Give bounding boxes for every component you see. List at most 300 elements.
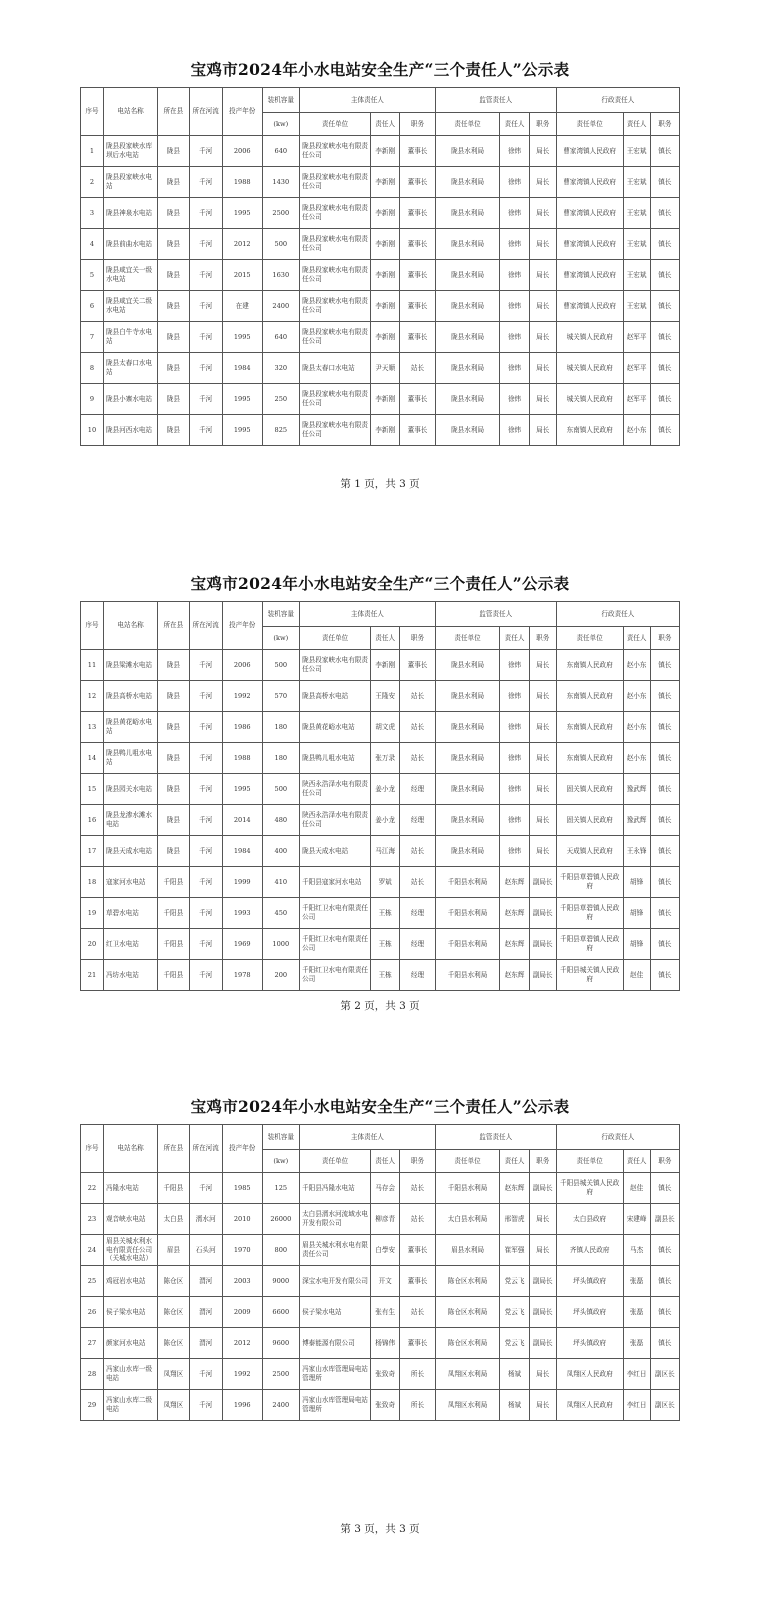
- table-cell: 豫武辉: [623, 805, 650, 836]
- table-cell: 2400: [262, 1390, 300, 1421]
- table-cell: 太白县水利局: [435, 1204, 500, 1235]
- table-cell: 9: [81, 384, 104, 415]
- table-cell: 500: [262, 774, 300, 805]
- table-cell: 陇县黄花峪水电站: [103, 712, 157, 743]
- table-cell: 陇县段家峡水电有限责任公司: [300, 167, 371, 198]
- table-cell: 徐炜: [500, 229, 529, 260]
- table-cell: 1978: [222, 960, 262, 991]
- table-cell: 陇县: [158, 836, 189, 867]
- table-cell: 赵东辉: [500, 1173, 529, 1204]
- table-cell: 王宏斌: [623, 229, 650, 260]
- table-cell: 站长: [400, 712, 435, 743]
- table-cell: 2012: [222, 229, 262, 260]
- table-cell: 副局长: [529, 1297, 556, 1328]
- table-cell: 石头河: [189, 1235, 222, 1266]
- table-cell: 徐炜: [500, 198, 529, 229]
- table-cell: 2015: [222, 260, 262, 291]
- table-cell: 柳彦青: [371, 1204, 400, 1235]
- table-cell: 太白县湑水河流域水电开发有限公司: [300, 1204, 371, 1235]
- table-cell: 陇县高桥水电站: [300, 681, 371, 712]
- table-cell: 王宏斌: [623, 167, 650, 198]
- table-cell: 千河: [189, 929, 222, 960]
- table-cell: 450: [262, 898, 300, 929]
- header-unit: 责任单位: [556, 1150, 623, 1173]
- table-row: [81, 960, 680, 991]
- table-cell: 凤翔区水利局: [435, 1390, 500, 1421]
- table-cell: 千阳县城关镇人民政府: [556, 960, 623, 991]
- table-cell: 胡锋: [623, 867, 650, 898]
- table-cell: 陇县龙渗水滩水电站: [103, 805, 157, 836]
- table-cell: 曹家湾镇人民政府: [556, 167, 623, 198]
- table-cell: 千河: [189, 805, 222, 836]
- table-cell: 镇长: [650, 167, 679, 198]
- table-cell: 局长: [529, 774, 556, 805]
- table-cell: 局长: [529, 136, 556, 167]
- table-cell: 局长: [529, 836, 556, 867]
- table-cell: 千河: [189, 353, 222, 384]
- table-row: [81, 353, 680, 384]
- table-cell: 副局长: [529, 960, 556, 991]
- table-row: [81, 1266, 680, 1297]
- table-cell: 局长: [529, 260, 556, 291]
- table-cell: 陇县: [158, 681, 189, 712]
- table-cell: 陇县水利局: [435, 198, 500, 229]
- table-cell: 千阳县: [158, 1173, 189, 1204]
- table-cell: 豫武辉: [623, 774, 650, 805]
- page-title: 宝鸡市2024年小水电站安全生产“三个责任人”公示表: [190, 1097, 570, 1116]
- table-cell: 千阳县草碧镇人民政府: [556, 867, 623, 898]
- header-row-1: [81, 602, 680, 627]
- table-cell: 邢智虎: [500, 1204, 529, 1235]
- table-row: [81, 650, 680, 681]
- table-cell: 陇县水利局: [435, 229, 500, 260]
- table-cell: 徐炜: [500, 415, 529, 446]
- table-cell: 经理: [400, 898, 435, 929]
- table-cell: 陇县水利局: [435, 167, 500, 198]
- table-cell: 董事长: [400, 260, 435, 291]
- table-cell: 1: [81, 136, 104, 167]
- table-cell: 副局长: [529, 1328, 556, 1359]
- table-cell: 陇县水利局: [435, 384, 500, 415]
- table-cell: 李新刚: [371, 260, 400, 291]
- table-cell: 站长: [400, 681, 435, 712]
- table-cell: 李新刚: [371, 198, 400, 229]
- table-cell: 9000: [262, 1266, 300, 1297]
- table-cell: 局长: [529, 1235, 556, 1266]
- table-cell: 曹家湾镇人民政府: [556, 136, 623, 167]
- table-row: [81, 291, 680, 322]
- table-cell: 1995: [222, 774, 262, 805]
- table-cell: 8: [81, 353, 104, 384]
- table-cell: 千阳红卫水电有限责任公司: [300, 960, 371, 991]
- table-cell: 经理: [400, 774, 435, 805]
- table-cell: 太白县政府: [556, 1204, 623, 1235]
- table-cell: 千阳县草碧镇人民政府: [556, 898, 623, 929]
- table-cell: 千阳县水利局: [435, 898, 500, 929]
- table-cell: 千河: [189, 898, 222, 929]
- table-cell: 齐镇人民政府: [556, 1235, 623, 1266]
- table-cell: 1992: [222, 681, 262, 712]
- table-cell: 经理: [400, 805, 435, 836]
- table-cell: 陇县鸭儿咀水电站: [300, 743, 371, 774]
- page-title: 宝鸡市2024年小水电站安全生产“三个责任人”公示表: [190, 574, 570, 593]
- table-cell: 千阳县城关镇人民政府: [556, 1173, 623, 1204]
- table-cell: 陇县水利局: [435, 743, 500, 774]
- table-cell: 千河: [189, 415, 222, 446]
- table-cell: 陕西永浩泽水电有限责任公司: [300, 805, 371, 836]
- table-cell: 28: [81, 1359, 104, 1390]
- table-cell: 镇长: [650, 867, 679, 898]
- table-cell: 凤翔区: [158, 1359, 189, 1390]
- table-cell: 陇县前曲水电站: [103, 229, 157, 260]
- table-cell: 马杰: [623, 1235, 650, 1266]
- table-cell: 侯子梁水电站: [300, 1297, 371, 1328]
- table-cell: 曹家湾镇人民政府: [556, 260, 623, 291]
- table-cell: 张致奇: [371, 1390, 400, 1421]
- table-cell: 5: [81, 260, 104, 291]
- table-cell: 局长: [529, 322, 556, 353]
- table-cell: 杨斌: [500, 1390, 529, 1421]
- table-cell: 胡锋: [623, 929, 650, 960]
- table-cell: 20: [81, 929, 104, 960]
- header-unit: 责任单位: [300, 627, 371, 650]
- table-cell: 陇县园关水电站: [103, 774, 157, 805]
- table-cell: 2500: [262, 1359, 300, 1390]
- table-cell: 千河: [189, 774, 222, 805]
- table-cell: 陇县鸭儿咀水电站: [103, 743, 157, 774]
- table-row: [81, 681, 680, 712]
- table-cell: 胡锋: [623, 898, 650, 929]
- table-cell: 陇县水利局: [435, 712, 500, 743]
- table-cell: 徐炜: [500, 353, 529, 384]
- header-position: 职务: [529, 627, 556, 650]
- table-cell: 王隆安: [371, 681, 400, 712]
- table-cell: 站长: [400, 1204, 435, 1235]
- table-cell: 千河: [189, 681, 222, 712]
- table-cell: 陇县水利局: [435, 136, 500, 167]
- table-cell: 王宏斌: [623, 136, 650, 167]
- table-cell: 镇长: [650, 415, 679, 446]
- table-cell: 张有生: [371, 1297, 400, 1328]
- table-row: [81, 136, 680, 167]
- table-cell: 颜家河水电站: [103, 1328, 157, 1359]
- table-cell: 局长: [529, 353, 556, 384]
- table-cell: 500: [262, 650, 300, 681]
- table-cell: 张磊: [623, 1297, 650, 1328]
- table-cell: 张致奇: [371, 1359, 400, 1390]
- header-year: 投产年份: [222, 602, 262, 650]
- header-person: 责任人: [623, 627, 650, 650]
- header-admin-responsible: 行政责任人: [556, 602, 679, 627]
- table-cell: 坪头镇政府: [556, 1297, 623, 1328]
- table-cell: 陇县咸宜关一级水电站: [103, 260, 157, 291]
- table-cell: 赵军平: [623, 384, 650, 415]
- table-cell: 陇县: [158, 229, 189, 260]
- table-cell: 副局长: [529, 1266, 556, 1297]
- table-cell: 局长: [529, 650, 556, 681]
- table-cell: 白學安: [371, 1235, 400, 1266]
- header-position: 职务: [529, 113, 556, 136]
- table-cell: 陇县: [158, 774, 189, 805]
- table-row: [81, 929, 680, 960]
- table-cell: 1992: [222, 1359, 262, 1390]
- table-cell: 坪头镇政府: [556, 1266, 623, 1297]
- table-cell: 千河: [189, 836, 222, 867]
- table-cell: 副区长: [650, 1390, 679, 1421]
- table-cell: 副局长: [529, 867, 556, 898]
- table-cell: 局长: [529, 229, 556, 260]
- table-cell: 千阳县: [158, 960, 189, 991]
- table-cell: 陇县太春口水电站: [300, 353, 371, 384]
- table-cell: 千河: [189, 650, 222, 681]
- table-cell: 陇县白牛寺水电站: [103, 322, 157, 353]
- table-cell: 镇长: [650, 960, 679, 991]
- table-cell: 陇县段家峡水电有限责任公司: [300, 384, 371, 415]
- table-cell: 李新刚: [371, 167, 400, 198]
- table-cell: 局长: [529, 1204, 556, 1235]
- table-cell: 640: [262, 136, 300, 167]
- header-unit: 责任单位: [300, 1150, 371, 1173]
- table-cell: 局长: [529, 384, 556, 415]
- table-cell: 董事长: [400, 322, 435, 353]
- table-row: [81, 1359, 680, 1390]
- table-cell: 站长: [400, 1297, 435, 1328]
- header-river: 所在河流: [189, 602, 222, 650]
- table-cell: 鸡冠岩水电站: [103, 1266, 157, 1297]
- table-cell: 徐炜: [500, 136, 529, 167]
- table-cell: 1970: [222, 1235, 262, 1266]
- table-cell: 赵东辉: [500, 867, 529, 898]
- table-row: [81, 805, 680, 836]
- table-cell: 曹家湾镇人民政府: [556, 291, 623, 322]
- header-supervision-responsible: 监管责任人: [435, 88, 556, 113]
- table-cell: 陕西永浩泽水电有限责任公司: [300, 774, 371, 805]
- header-station: 电站名称: [103, 88, 157, 136]
- table-cell: 李新刚: [371, 229, 400, 260]
- table-row: [81, 1390, 680, 1421]
- header-seq: 序号: [81, 1125, 104, 1173]
- table-cell: 9600: [262, 1328, 300, 1359]
- table-cell: 千河: [189, 198, 222, 229]
- table-cell: 陇县: [158, 198, 189, 229]
- table-cell: 赵东辉: [500, 929, 529, 960]
- table-cell: 镇长: [650, 681, 679, 712]
- table-cell: 陇县水利局: [435, 650, 500, 681]
- table-cell: 1988: [222, 167, 262, 198]
- responsibility-table: [80, 1124, 680, 1421]
- table-cell: 陇县段家峡水电有限责任公司: [300, 136, 371, 167]
- table-cell: 曹家湾镇人民政府: [556, 229, 623, 260]
- header-person: 责任人: [371, 113, 400, 136]
- table-cell: 23: [81, 1204, 104, 1235]
- table-cell: 宋建峰: [623, 1204, 650, 1235]
- table-cell: 杨锦伟: [371, 1328, 400, 1359]
- table-cell: 410: [262, 867, 300, 898]
- table-cell: 张磊: [623, 1266, 650, 1297]
- table-cell: 冯家山水库管理局电站管理所: [300, 1390, 371, 1421]
- table-cell: 千河: [189, 136, 222, 167]
- table-cell: 25: [81, 1266, 104, 1297]
- table-cell: 张磊: [623, 1328, 650, 1359]
- table-cell: 陇县: [158, 291, 189, 322]
- table-cell: 陇县段家峡水电有限责任公司: [300, 260, 371, 291]
- table-cell: 镇长: [650, 260, 679, 291]
- table-cell: 李新刚: [371, 384, 400, 415]
- table-cell: 党云飞: [500, 1297, 529, 1328]
- table-cell: 党云飞: [500, 1328, 529, 1359]
- header-capacity-unit: (kw): [262, 1150, 300, 1173]
- table-cell: 17: [81, 836, 104, 867]
- header-county: 所在县: [158, 1125, 189, 1173]
- table-row: [81, 898, 680, 929]
- table-cell: 徐炜: [500, 774, 529, 805]
- table-cell: 200: [262, 960, 300, 991]
- table-cell: 马江海: [371, 836, 400, 867]
- table-cell: 凤翔区人民政府: [556, 1390, 623, 1421]
- table-cell: 21: [81, 960, 104, 991]
- table-cell: 陇县: [158, 805, 189, 836]
- table-cell: 站长: [400, 743, 435, 774]
- table-cell: 董事长: [400, 1266, 435, 1297]
- table-cell: 陇县段家峡水电有限责任公司: [300, 650, 371, 681]
- header-row-1: [81, 88, 680, 113]
- table-cell: 赵佳: [623, 1173, 650, 1204]
- header-county: 所在县: [158, 602, 189, 650]
- table-cell: 站长: [400, 1173, 435, 1204]
- table-cell: 14: [81, 743, 104, 774]
- table-cell: 镇长: [650, 650, 679, 681]
- table-cell: 2010: [222, 1204, 262, 1235]
- table-cell: 徐炜: [500, 805, 529, 836]
- table-cell: 陇县: [158, 743, 189, 774]
- table-cell: 徐炜: [500, 167, 529, 198]
- table-cell: 陇县段家峡水库坝后水电站: [103, 136, 157, 167]
- table-cell: 陈仓区水利局: [435, 1266, 500, 1297]
- table-cell: 姜小龙: [371, 805, 400, 836]
- table-cell: 陇县段家峡水电有限责任公司: [300, 291, 371, 322]
- header-unit: 责任单位: [435, 113, 500, 136]
- table-cell: 湑水河: [189, 1204, 222, 1235]
- table-cell: 赵小东: [623, 650, 650, 681]
- table-cell: 镇长: [650, 898, 679, 929]
- table-cell: 董事长: [400, 1328, 435, 1359]
- table-cell: 陇县水利局: [435, 805, 500, 836]
- table-cell: 局长: [529, 805, 556, 836]
- table-cell: 固关镇人民政府: [556, 805, 623, 836]
- table-cell: 19: [81, 898, 104, 929]
- table-cell: 400: [262, 836, 300, 867]
- table-cell: 冯坊水电站: [103, 960, 157, 991]
- table-cell: 固关镇人民政府: [556, 774, 623, 805]
- table-cell: 陇县: [158, 260, 189, 291]
- table-cell: 2400: [262, 291, 300, 322]
- table-cell: 陈仓区水利局: [435, 1297, 500, 1328]
- table-cell: 局长: [529, 198, 556, 229]
- table-cell: 开文: [371, 1266, 400, 1297]
- responsibility-table: [80, 601, 680, 991]
- table-cell: 千河: [189, 322, 222, 353]
- table-cell: 千阳县水利局: [435, 867, 500, 898]
- table-cell: 陇县水利局: [435, 415, 500, 446]
- table-cell: 24: [81, 1235, 104, 1266]
- table-cell: 千阳县水利局: [435, 960, 500, 991]
- table-cell: 800: [262, 1235, 300, 1266]
- page-footer: 第 3 页，共 3 页: [340, 1523, 420, 1535]
- table-cell: 12: [81, 681, 104, 712]
- table-cell: 局长: [529, 743, 556, 774]
- table-cell: 千河: [189, 712, 222, 743]
- table-cell: 825: [262, 415, 300, 446]
- header-position: 职务: [650, 627, 679, 650]
- page-title: 宝鸡市2024年小水电站安全生产“三个责任人”公示表: [190, 60, 570, 79]
- table-cell: 3: [81, 198, 104, 229]
- header-position: 职务: [650, 1150, 679, 1173]
- table-cell: 480: [262, 805, 300, 836]
- table-cell: 局长: [529, 681, 556, 712]
- table-cell: 千阳县水利局: [435, 929, 500, 960]
- table-row: [81, 1235, 680, 1266]
- table-cell: 镇长: [650, 136, 679, 167]
- header-person: 责任人: [500, 113, 529, 136]
- table-cell: 李新刚: [371, 136, 400, 167]
- page-footer: 第 2 页，共 3 页: [340, 1000, 420, 1012]
- table-cell: 26: [81, 1297, 104, 1328]
- table-cell: 11: [81, 650, 104, 681]
- table-cell: 陇县水利局: [435, 774, 500, 805]
- table-cell: 渭河: [189, 1297, 222, 1328]
- table-cell: 千河: [189, 260, 222, 291]
- table-cell: 局长: [529, 712, 556, 743]
- table-cell: 罗斌: [371, 867, 400, 898]
- table-cell: 1984: [222, 353, 262, 384]
- table-cell: 千阳县: [158, 898, 189, 929]
- table-row: [81, 415, 680, 446]
- table-cell: 1996: [222, 1390, 262, 1421]
- table-cell: 眉县水利局: [435, 1235, 500, 1266]
- table-cell: 千阳红卫水电有限责任公司: [300, 929, 371, 960]
- table-cell: 陇县段家峡水电站: [103, 167, 157, 198]
- table-cell: 千河: [189, 960, 222, 991]
- header-river: 所在河流: [189, 1125, 222, 1173]
- table-cell: 副局长: [529, 929, 556, 960]
- header-year: 投产年份: [222, 1125, 262, 1173]
- table-cell: 陇县小寨水电站: [103, 384, 157, 415]
- table-cell: 董事长: [400, 1235, 435, 1266]
- table-cell: 镇长: [650, 353, 679, 384]
- table-cell: 局长: [529, 167, 556, 198]
- table-cell: 王永锋: [623, 836, 650, 867]
- table-cell: 观音峡水电站: [103, 1204, 157, 1235]
- header-position: 职务: [529, 1150, 556, 1173]
- table-cell: 党云飞: [500, 1266, 529, 1297]
- table-row: [81, 1204, 680, 1235]
- table-cell: 1995: [222, 322, 262, 353]
- header-seq: 序号: [81, 88, 104, 136]
- table-cell: 陇县河西水电站: [103, 415, 157, 446]
- table-cell: 陇县黄花峪水电站: [300, 712, 371, 743]
- header-person: 责任人: [623, 1150, 650, 1173]
- table-cell: 胡文虎: [371, 712, 400, 743]
- table-row: [81, 198, 680, 229]
- header-person: 责任人: [500, 1150, 529, 1173]
- table-row: [81, 1173, 680, 1204]
- table-cell: 城关镇人民政府: [556, 353, 623, 384]
- table-cell: 29: [81, 1390, 104, 1421]
- header-county: 所在县: [158, 88, 189, 136]
- header-position: 职务: [400, 1150, 435, 1173]
- table-cell: 千阳县: [158, 929, 189, 960]
- table-cell: 赵小东: [623, 415, 650, 446]
